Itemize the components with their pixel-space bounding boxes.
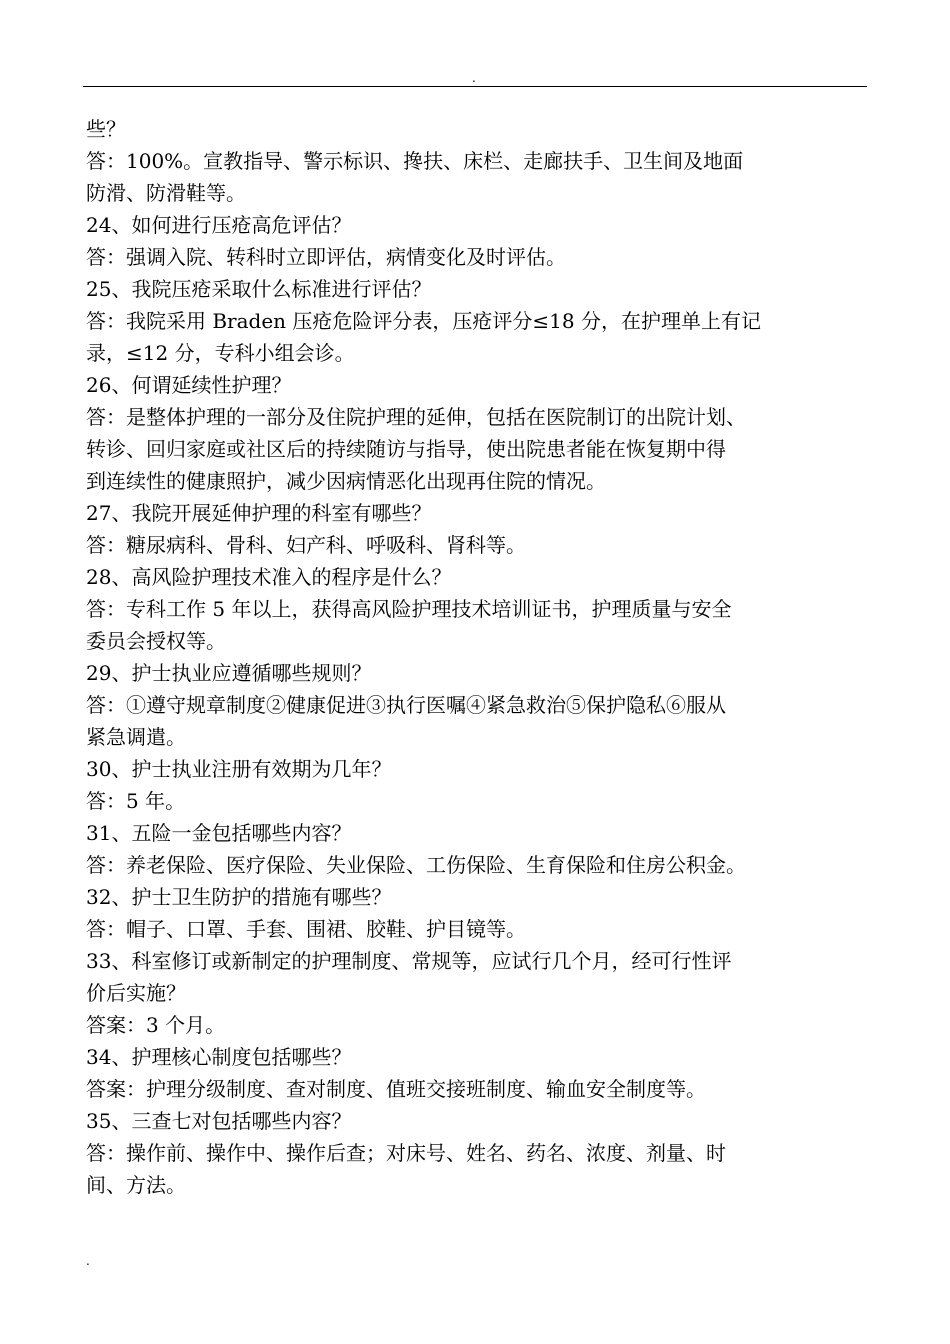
answer-line: 委员会授权等。 [86, 629, 226, 653]
answer-line: 答案：护理分级制度、查对制度、值班交接班制度、输血安全制度等。 [86, 1077, 706, 1101]
header-mark: . [472, 71, 476, 85]
answer-line: 答：操作前、操作中、操作后查；对床号、姓名、药名、浓度、剂量、时 [86, 1141, 726, 1165]
answer-line: 答：①遵守规章制度②健康促进③执行医嘱④紧急救治⑤保护隐私⑥服从 [86, 693, 726, 717]
answer-line: 答案：3 个月。 [86, 1013, 226, 1037]
question-line: 30、护士执业注册有效期为几年？ [86, 757, 392, 781]
header-rule [83, 86, 867, 87]
question-line: 28、高风险护理技术准入的程序是什么？ [86, 565, 452, 589]
footer-mark: . [86, 1254, 90, 1268]
answer-line: 答：帽子、口罩、手套、围裙、胶鞋、护目镜等。 [86, 917, 526, 941]
answer-line: 答：5 年。 [86, 789, 186, 813]
question-line: 33、科室修订或新制定的护理制度、常规等，应试行几个月，经可行性评 [86, 949, 732, 973]
answer-line: 答：是整体护理的一部分及住院护理的延伸，包括在医院制订的出院计划、 [86, 405, 746, 429]
question-line: 24、如何进行压疮高危评估？ [86, 213, 352, 237]
answer-line: 到连续性的健康照护，减少因病情恶化出现再住院的情况。 [86, 469, 606, 493]
answer-line: 紧急调遣。 [86, 725, 186, 749]
answer-line: 答：养老保险、医疗保险、失业保险、工伤保险、生育保险和住房公积金。 [86, 853, 746, 877]
question-line: 31、五险一金包括哪些内容？ [86, 821, 352, 845]
answer-line: 间、方法。 [86, 1173, 186, 1197]
document-body [86, 113, 812, 1201]
question-line: 35、三查七对包括哪些内容？ [86, 1109, 352, 1133]
answer-line: 转诊、回归家庭或社区后的持续随访与指导，使出院患者能在恢复期中得 [86, 437, 726, 461]
question-line: 26、何谓延续性护理？ [86, 373, 292, 397]
answer-line: 录，≤12 分，专科小组会诊。 [86, 341, 355, 365]
answer-line: 答：专科工作 5 年以上，获得高风险护理技术培训证书，护理质量与安全 [86, 597, 732, 621]
question-line: 25、我院压疮采取什么标准进行评估？ [86, 277, 432, 301]
question-line: 29、护士执业应遵循哪些规则？ [86, 661, 372, 685]
answer-line: 答：我院采用 Braden 压疮危险评分表，压疮评分≤18 分，在护理单上有记 [86, 309, 761, 333]
question-line: 32、护士卫生防护的措施有哪些？ [86, 885, 392, 909]
text-line: 些？ [86, 117, 126, 141]
answer-line: 答：糖尿病科、骨科、妇产科、呼吸科、肾科等。 [86, 533, 526, 557]
answer-line: 防滑、防滑鞋等。 [86, 181, 246, 205]
question-line: 价后实施？ [86, 981, 186, 1005]
question-line: 34、护理核心制度包括哪些？ [86, 1045, 352, 1069]
answer-line: 答：100%。宣教指导、警示标识、搀扶、床栏、走廊扶手、卫生间及地面 [86, 149, 744, 173]
answer-line: 答：强调入院、转科时立即评估，病情变化及时评估。 [86, 245, 566, 269]
question-line: 27、我院开展延伸护理的科室有哪些？ [86, 501, 432, 525]
